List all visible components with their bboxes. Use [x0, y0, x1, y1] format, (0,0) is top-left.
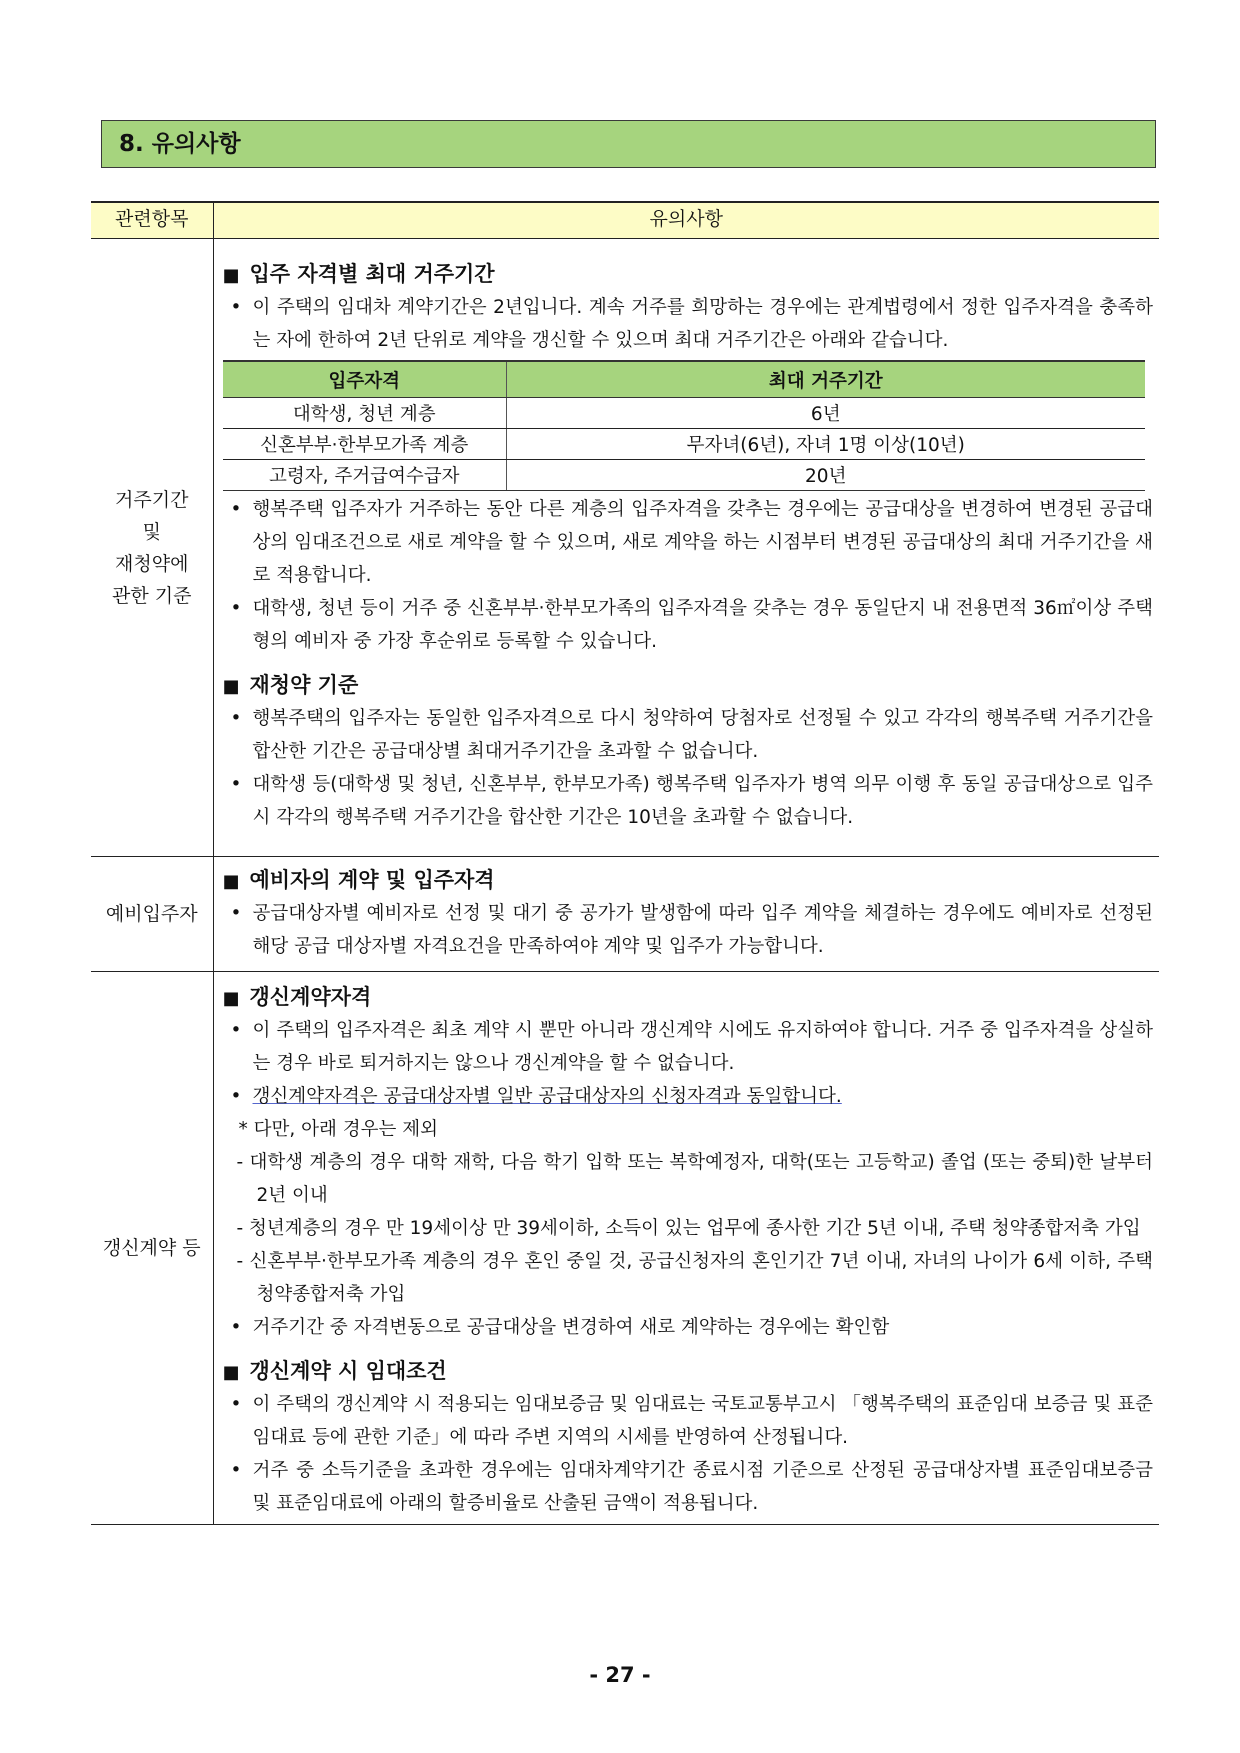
bullet-icon: • — [230, 708, 242, 729]
qualification-cell: 신혼부부·한부모가족 계층 — [223, 429, 507, 460]
bullet-icon: • — [230, 1394, 242, 1415]
col-qualification: 입주자격 — [223, 361, 507, 398]
header-category: 관련항목 — [91, 202, 213, 239]
bullet-item: • 거주 중 소득기준을 초과한 경우에는 임대차계약기간 종료시점 기준으로 산정된 공급대상자별 표준임대보증금 및 표준임대료에 아래의 할증비율로 산출된 금액이 적용됩니다. — [223, 1454, 1154, 1520]
table-row — [223, 460, 1145, 491]
bullet-item: • 이 주택의 입주자격은 최초 계약 시 뿐만 아니라 갱신계약 시에도 유지하여야 합니다. 거주 중 입주자격을 상실하는 경우 바로 퇴거하지는 않으나 갱신계약을 할 수 없습니다. — [223, 1014, 1154, 1080]
qualification-cell: 고령자, 주거급여수급자 — [223, 460, 507, 491]
bullet-item: • 갱신계약자격은 공급대상자별 일반 공급대상자의 신청자격과 동일합니다. — [223, 1080, 1154, 1113]
heading: ■ 갱신계약자격 — [222, 985, 372, 1009]
square-bullet-icon: ■ — [222, 265, 240, 286]
period-cell: 무자녀(6년), 자녀 1명 이상(10년) — [507, 429, 1145, 460]
page-number: - 27 - — [589, 1663, 651, 1687]
table-header-row — [91, 202, 1159, 239]
notes-cell — [213, 239, 1159, 857]
bullet-item: • 거주기간 중 자격변동으로 공급대상을 변경하여 새로 계약하는 경우에는 확인함 — [223, 1311, 1154, 1344]
qualification-cell: 대학생, 청년 계층 — [223, 398, 507, 429]
table-row — [91, 972, 1159, 1525]
category-label: 거주기간 및 재청약에 관한 기준 — [112, 488, 192, 607]
square-bullet-icon: ■ — [222, 676, 240, 697]
table-row — [223, 398, 1145, 429]
category-cell: 갱신계약 등 — [91, 972, 213, 1525]
exception-note: * 다만, 아래 경우는 제외 — [238, 1119, 438, 1140]
heading: ■ 예비자의 계약 및 입주자격 — [222, 868, 495, 892]
exception-item: - 청년계층의 경우 만 19세이상 만 39세이하, 소득이 있는 업무에 종사한 기간 5년 이내, 주택 청약종합저축 가입 — [236, 1218, 1141, 1239]
bullet-icon: • — [230, 297, 242, 318]
bullet-icon: • — [230, 1020, 242, 1041]
period-cell: 20년 — [507, 460, 1145, 491]
bullet-icon: • — [230, 903, 242, 924]
bullet-icon: • — [230, 1317, 242, 1338]
square-bullet-icon: ■ — [222, 988, 240, 1009]
notes-table — [91, 201, 1159, 1525]
heading: ■ 재청약 기준 — [222, 673, 359, 697]
period-cell: 6년 — [507, 398, 1145, 429]
header-notes: 유의사항 — [213, 202, 1159, 239]
square-bullet-icon: ■ — [222, 1362, 240, 1383]
notes-cell — [213, 972, 1159, 1525]
heading: ■ 갱신계약 시 임대조건 — [222, 1359, 447, 1383]
table-row — [223, 429, 1145, 460]
table-row — [91, 857, 1159, 972]
heading: ■ 입주 자격별 최대 거주기간 — [222, 262, 495, 286]
category-cell — [91, 239, 213, 857]
bullet-icon: • — [230, 598, 242, 619]
category-cell: 예비입주자 — [91, 857, 213, 972]
bullet-item: • 대학생 등(대학생 및 청년, 신혼부부, 한부모가족) 행복주택 입주자가 병역 의무 이행 후 동일 공급대상으로 입주 시 각각의 행복주택 거주기간을 합산한 기간은 10년을 초과할 수 없습니다. — [223, 768, 1154, 834]
bullet-icon: • — [230, 1460, 242, 1481]
exception-item: - 신혼부부·한부모가족 계층의 경우 혼인 중일 것, 공급신청자의 혼인기간 7년 이내, 자녀의 나이가 6세 이하, 주택청약종합저축 가입 — [236, 1251, 1153, 1305]
bullet-icon: • — [230, 774, 242, 795]
exception-item: - 대학생 계층의 경우 대학 재학, 다음 학기 입학 또는 복학예정자, 대학(또는 고등학교) 졸업 (또는 중퇴)한 날부터 2년 이내 — [236, 1152, 1153, 1206]
bullet-icon: • — [230, 1086, 242, 1107]
bullet-item: • 공급대상자별 예비자로 선정 및 대기 중 공가가 발생함에 따라 입주 계약을 체결하는 경우에도 예비자로 선정된 해당 공급 대상자별 자격요건을 만족하여야 계약 및 입주가 가능합니다. — [223, 897, 1154, 963]
bullet-item: • 이 주택의 임대차 계약기간은 2년입니다. 계속 거주를 희망하는 경우에는 관계법령에서 정한 입주자격을 충족하는 자에 한하여 2년 단위로 계약을 갱신할 수 있으며 최대 거주기간은 아래와 같습니다. — [223, 291, 1154, 357]
bullet-item: • 이 주택의 갱신계약 시 적용되는 임대보증금 및 임대료는 국토교통부고시 「행복주택의 표준임대 보증금 및 표준임대료 등에 관한 기준」에 따라 주변 지역의 시세를 반영하여 산정됩니다. — [223, 1388, 1154, 1454]
bullet-item: • 대학생, 청년 등이 거주 중 신혼부부·한부모가족의 입주자격을 갖추는 경우 동일단지 내 전용면적 36㎡이상 주택형의 예비자 중 가장 후순위로 등록할 수 있습니다. — [223, 592, 1154, 658]
col-max-period: 최대 거주기간 — [507, 361, 1145, 398]
bullet-item: • 행복주택 입주자가 거주하는 동안 다른 계층의 입주자격을 갖추는 경우에는 공급대상을 변경하여 변경된 공급대상의 임대조건으로 새로 계약을 할 수 있으며, 새로 계약을 하는 시점부터 변경된 공급대상의 최대 거주기간을 새로 적용합니다. — [223, 493, 1154, 592]
notes-cell — [213, 857, 1159, 972]
residence-period-table — [223, 360, 1145, 491]
square-bullet-icon: ■ — [222, 871, 240, 892]
bullet-item: • 행복주택의 입주자는 동일한 입주자격으로 다시 청약하여 당첨자로 선정될 수 있고 각각의 행복주택 거주기간을 합산한 기간은 공급대상별 최대거주기간을 초과할 수 없습니다. — [223, 702, 1154, 768]
bullet-icon: • — [230, 499, 242, 520]
table-row — [91, 239, 1159, 857]
section-title: 8. 유의사항 — [101, 120, 1156, 168]
